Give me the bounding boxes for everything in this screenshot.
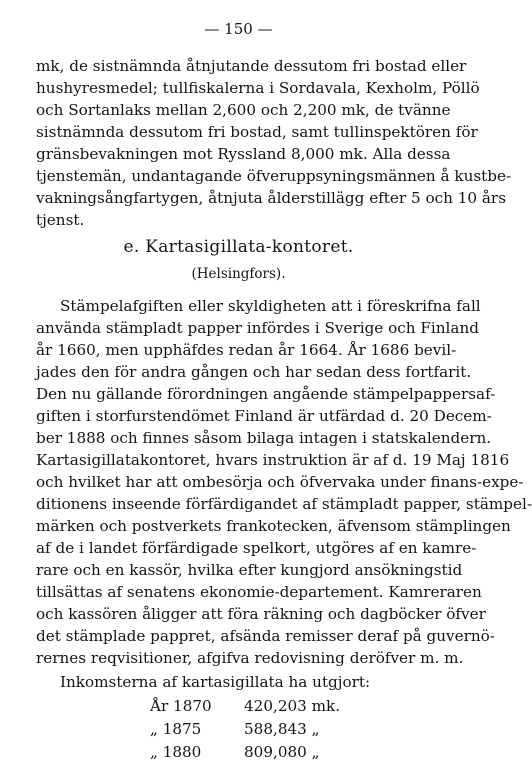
text-line: Den nu gällande förordningen angående stämpelpappersaf- <box>36 385 496 403</box>
text-line: ditionens inseende förfärdigandet af stämpladt papper, stämpel- <box>36 495 532 513</box>
text-line: och hvilket har att ombesörja och öfvervaka under finans-expe- <box>36 473 524 491</box>
text-line: jades den för andra gången och har sedan dess fortfarit. <box>36 363 472 381</box>
text-line: det stämplade pappret, afsända remisser deraf på guvernö- <box>36 627 495 645</box>
amount-cell: 420,203 mk. <box>244 697 341 715</box>
amount-cell: 809,080 „ <box>244 743 320 761</box>
text-line: rare och en kassör, hvilka efter kungjord ansökningstid <box>36 561 463 579</box>
text-line: giften i storfurstendömet Finland är utfärdad d. 20 Decem- <box>36 407 492 425</box>
text-line: och Sortanlaks mellan 2,600 och 2,200 mk, de tvänne <box>36 101 451 119</box>
text-line: hushyresmedel; tullfiskalerna i Sordavala, Kexholm, Pöllö <box>36 79 480 97</box>
text-line: märken och postverkets frankotecken, äfvensom stämplingen <box>36 517 511 535</box>
text-line: rernes reqvisitioner, afgifva redovisning deröfver m. m. <box>36 649 464 667</box>
income-intro: Inkomsterna af kartasigillata ha utgjort: <box>60 673 371 691</box>
text-line: vakningsångfartygen, åtnjuta ålderstillägg efter 5 och 10 års <box>36 189 506 207</box>
text-line: Kartasigillatakontoret, hvars instruktion är af d. 19 Maj 1816 <box>36 451 510 469</box>
year-cell: År 1870 <box>150 697 212 715</box>
text-line: använda stämpladt papper infördes i Sverige och Finland <box>36 319 479 337</box>
section-title: e. Kartasigillata-kontoret. <box>123 237 354 257</box>
text-line: mk, de sistnämnda åtnjutande dessutom fri bostad eller <box>36 57 467 75</box>
year-cell: „ 1880 <box>150 743 202 761</box>
year-cell: „ 1875 <box>150 720 202 738</box>
text-line: tillsättas af senatens ekonomie-departement. Kamreraren <box>36 583 482 601</box>
text-line: tjenstemän, undantagande öfveruppsyningsmännen å kustbe- <box>36 167 512 185</box>
section-subtitle: (Helsingfors). <box>191 266 286 282</box>
text-line: och kassören åligger att föra räkning och dagböcker öfver <box>36 605 486 623</box>
text-line: sistnämnda dessutom fri bostad, samt tullinspektören för <box>36 123 478 141</box>
text-line: tjenst. <box>36 211 85 229</box>
text-line: gränsbevakningen mot Ryssland 8,000 mk. Alla dessa <box>36 145 451 163</box>
text-line: af de i landet förfärdigade spelkort, utgöres af en kamre- <box>36 539 477 557</box>
text-line: år 1660, men upphäfdes redan år 1664. År 1686 bevil- <box>36 341 457 359</box>
amount-cell: 588,843 „ <box>244 720 320 738</box>
page-number: — 150 — <box>204 20 273 38</box>
text-line: Stämpelafgiften eller skyldigheten att i föreskrifna fall <box>60 297 481 315</box>
text-line: ber 1888 och finnes såsom bilaga intagen i statskalendern. <box>36 429 492 447</box>
